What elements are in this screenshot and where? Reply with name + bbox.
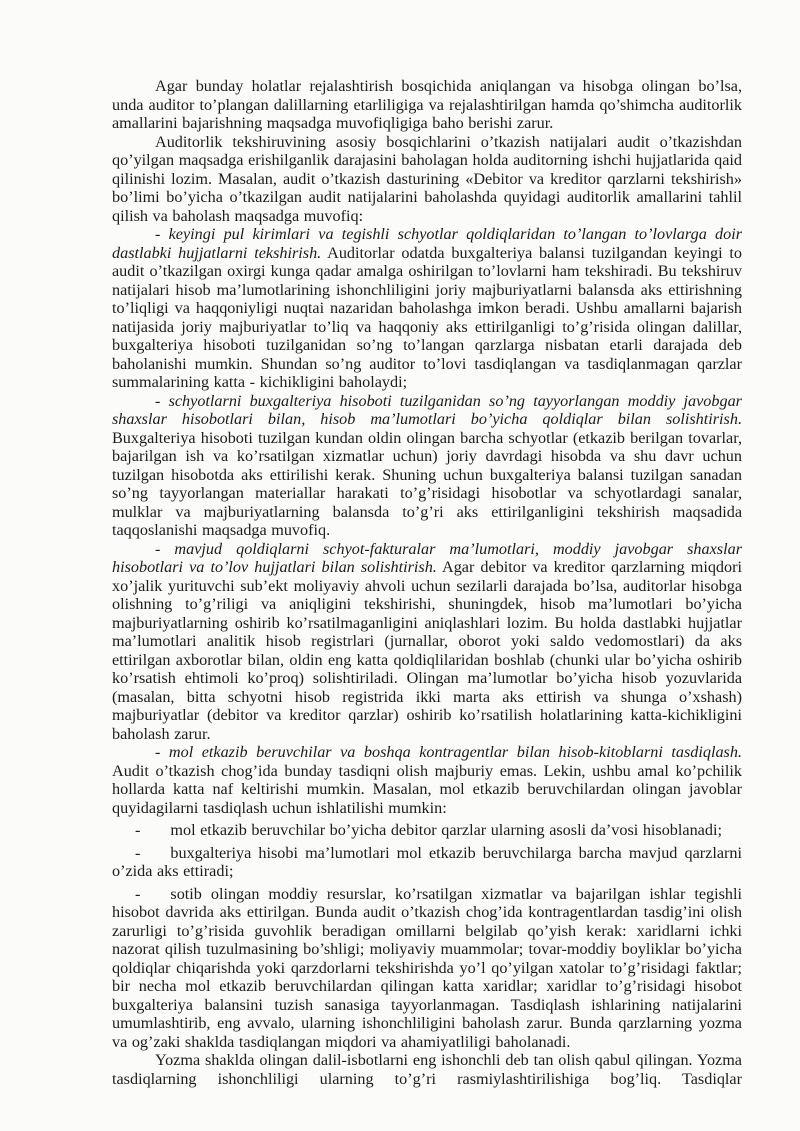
paragraph-4-text: Buxgalteriya hisoboti tuzilgan kundan oldin olingan barcha schyotlar (etkazib berilgan tovarlar, bajarilgan ish va ko’rsatilgan xizmatlar uchun) joriy davrdagi hisobda va shu davr uchun tuzilgan hisobotda aks ettirilishi kerak. Shuning uchun buxgalteriya balansi tuzilgan sanadan so’ng tayyorlangan materiallar harakati to’g’risidagi hisobotlar va schyotlardagi sanalar, mulklar va majburiyatlarning balansda to’g’ri aks ettirilganligini tekshirish maqsadida taqqoslanishi maqsadga muvofiq.	[112, 428, 742, 539]
paragraph-3	[112, 225, 742, 392]
list-item-2-text: buxgalteriya hisobi ma’lumotlari mol etkazib beruvchilarga barcha mavjud qarzlarni o’zida aks ettiradi;	[112, 843, 742, 880]
paragraph-1: Agar bunday holatlar rejalashtirish bosqichida aniqlangan va hisobga olingan bo’lsa, unda auditor to’plangan dalillarning etarliligiga va rejalashtirilgan hamda qo’shimcha auditorlik amallarini bajarishning maqsadga muvofiqligiga baho berishi zarur.	[112, 77, 742, 132]
paragraph-10: Yozma shaklda olingan dalil-isbotlarni eng ishonchli deb tan olish qabul qilingan. Yozma tasdiqlarning ishonchliligi ularning to’g’ri rasmiylashtirilishiga bog’liq. Tasdiqlar	[112, 1051, 742, 1088]
paragraph-3-italic-lead: - keyingi pul kirimlari va tegishli schyotlar qoldiqlaridan to’langan to’lovlarga doir dastlabki hujjatlarni tekshirish.	[112, 225, 742, 262]
bullet-dash: -	[135, 821, 141, 839]
paragraph-3-text: Auditorlar odatda buxgalteriya balansi tuzilgandan keyingi to audit o’tkazilgan oxirgi kunga qadar amalga oshirilgan to’lovlarni ham tekshiradi. Bu tekshiruv natijalari hisob ma’lumotlarining ishonchliligini joriy majburiyatlarni balansda aks ettirishning to’liqligi va haqqoniyligi nuqtai nazaridan baholashga imkon beradi. Ushbu amallarni bajarish natijasida joriy majburiyatlar to’liq va haqqoniy aks ettirilganligi to’g’risida olingan dalillar, buxgalteriya hisoboti tuzilganidan so’ng to’langan qarzlarga nisbatan etarli darajada deb baholanishi mumkin. Shundan so’ng auditor to’lovi tasdiqlangan va tasdiqlanmagan qarzlar summalarining katta - kichikligini baholaydi;	[112, 243, 742, 391]
paragraph-5-text: Agar debitor va kreditor qarzlarning miqdori xo’jalik yurituvchi sub’ekt moliyaviy ahvoli uchun sezilarli darajada bo’lsa, auditorlar hisobga olishning to’g’riligi va aniqligini tekshirishi, shuningdek, hisob ma’lumotlari bo’yicha majburiyatlarning oshirib ko’rsatilmaganligini aniqlashlari lozim. Bu holda dastlabki hujjatlar ma’lumotlari analitik hisob registrlari (jurnallar, oborot yoki saldo vedomostlari) da aks ettirilgan axborotlar bilan, oldin eng katta qoldiqlilaridan boshlab (chunki ular bo’yicha oshirib ko’rsatish ehtimoli ko’proq) solishtiriladi. Olingan ma’lumotlar bo’yicha hisob yozuvlarida (masalan, bitta schyotni hisob registrida ikki marta aks ettirish va shunga o’xshash) majburiyatlar (debitor va kreditor qarzlar) oshirib ko’rsatilish holatlarining katta-kichikligini baholash zarur.	[112, 558, 742, 743]
paragraph-5	[112, 540, 742, 744]
paragraph-6	[112, 743, 742, 817]
list-item-2	[112, 844, 742, 881]
paragraph-2: Auditorlik tekshiruvining asosiy bosqichlarini o’tkazish natijalari audit o’tkazishdan qo’yilgan maqsadga erishilganlik darajasini baholagan holda auditorning ishchi hujjatlarida qaid qilinishi lozim. Masalan, audit o’tkazish dasturining «Debitor va kreditor qarzlarni tekshirish» bo’limi bo’yicha o’tkazilgan audit natijalarini baholashda quyidagi auditorlik amallarini tahlil qilish va baholash maqsadga muvofiq:	[112, 132, 742, 225]
list-item-1	[112, 821, 742, 840]
paragraph-4	[112, 392, 742, 540]
bullet-dash: -	[135, 843, 141, 862]
bullet-dash: -	[135, 884, 141, 903]
list-item-3-text: sotib olingan moddiy resurslar, ko’rsatilgan xizmatlar va bajarilgan ishlar tegishli hisobot davrida aks ettirilgan. Bunda audit o’tkazish chog’ida kontragentlardan tasdig’ini olish zarurligi to’g’risida guvohlik beradigan omillarni belgilab qo’yish kerak: xaridlarni ichki nazorat qilish tuzulmasining bo’shligi; moliyaviy muammolar; tovar-moddiy boyliklar bo’yicha qoldiqlar chiqarishda yoki qarzdorlarni tekshirishda yo’l qo’yilgan xatolar to’g’risidagi faktlar; bir necha mol etkazib beruvchilardan qilingan katta xaridlar; xaridlar to’g’risidagi hisobot buxgalteriya balansini tuzish sanasiga tayyorlanmagan. Tasdiqlash ishlarining natijalarini umumlashtirib, eng avvalo, ularning ishonchliligini baholash zarur. Bunda qarzlarning yozma va og’zaki shaklda tasdiqlangan miqdori va ahamiyatliligi baholanadi.	[112, 884, 742, 1051]
list-item-1-text: mol etkazib beruvchilar bo’yicha debitor qarzlar ularning asosli da’vosi hisoblanadi;	[170, 821, 722, 839]
paragraph-4-italic-lead: - schyotlarni buxgalteriya hisoboti tuzilganidan so’ng tayyorlangan moddiy javobgar shaxslar hisobotlari bilan, hisob ma’lumotlari bo’yicha qoldiqlar bilan solishtirish.	[112, 391, 742, 428]
paragraph-5-italic-lead: - mavjud qoldiqlarni schyot-fakturalar ma’lumotlari, moddiy javobgar shaxslar hisobotlari va to’lov hujjatlari bilan solishtirish.	[112, 539, 742, 576]
list-item-3	[112, 885, 742, 1052]
paragraph-6-italic-lead: - mol etkazib beruvchilar va boshqa kontragentlar bilan hisob-kitoblarni tasdiqlash.	[155, 743, 742, 761]
paragraph-6-text: Audit o’tkazish chog’ida bunday tasdiqni olish majburiy emas. Lekin, ushbu amal ko’pchilik hollarda katta naf keltirishi mumkin. Masalan, mol etkazib beruvchilardan olingan javoblar quyidagilarni tasdiqlash uchun ishlatilishi mumkin:	[112, 761, 742, 817]
